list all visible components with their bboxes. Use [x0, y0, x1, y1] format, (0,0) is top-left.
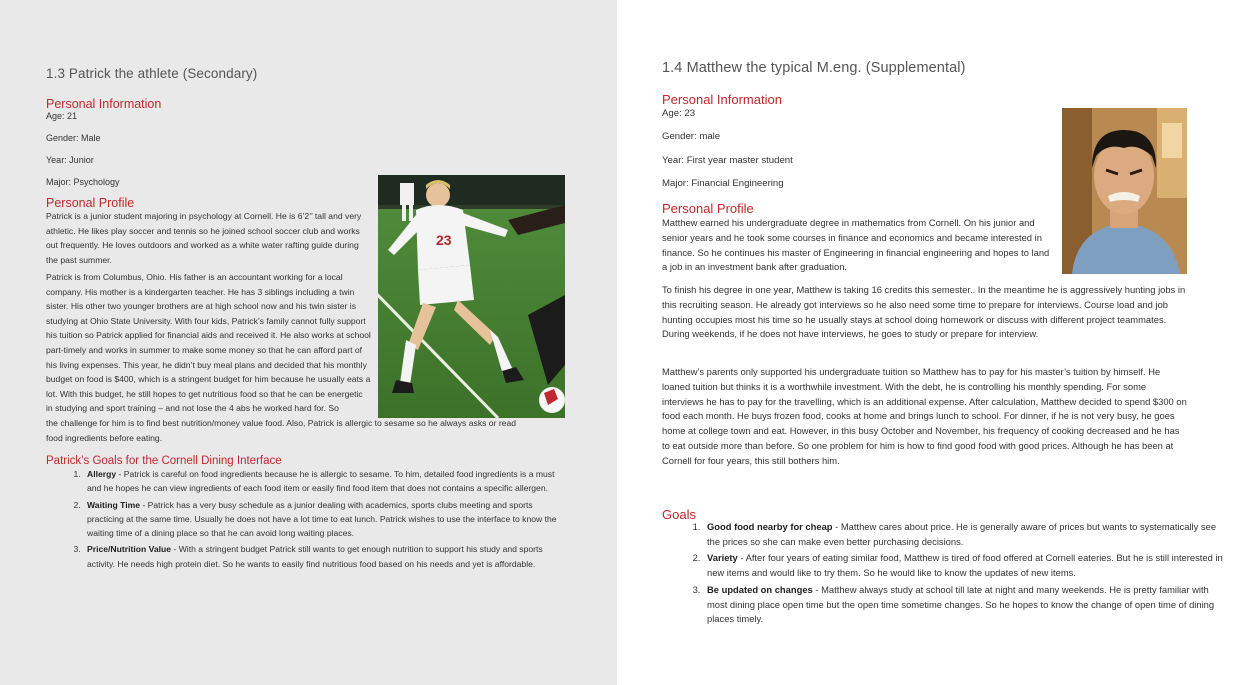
patrick-profile-heading: Personal Profile	[46, 196, 135, 210]
goal-item	[83, 467, 563, 496]
matthew-major: Major: Financial Engineering	[662, 178, 784, 189]
goal-item	[83, 498, 563, 541]
goal-label: Variety	[707, 552, 738, 564]
patrick-profile-p2: Patrick is from Columbus, Ohio. His father is an accountant working for a local company. His mother is a kindergarten teacher. He has 3 siblings including a twin sister. His other two younger brothers are at high school now and his twin sister is studying at Ohio State University. With four kids, Patrick’s family cannot fully support his tuition so Patrick applied for financial aids and received it. He also works at school part-timely and works in summer to make some money so that he can afford part of his living expenses. This year, he didn’t buy meal plans and decided that his monthly budget on food is $400, which is a stringent budget for him because he usually eats a lot. With this budget, he still hopes to get nutritious food so that he can be energetic in studying and sport training – and not lose the 4 abs he worked hard for. So	[46, 272, 371, 414]
patrick-gender: Gender: Male	[46, 133, 101, 143]
goal-text: - With a stringent budget Patrick still wants to get enough nutrition to support his study and sports activity. He needs high protein diet. So he wants to easily find nutritious food based on his needs and yet is affordable.	[87, 544, 543, 569]
matthew-profile-p2: To finish his degree in one year, Matthew is taking 16 credits this semester.. In the meantime he is aggressively hunting jobs in this recruiting season. He already got interviews so he also need some time to prepare for interviews. Course load and job hunting occupies most his time so he usually stays at school doing homework or discuss with different project teammates. During weekends, if he does not have interviews, he goes to study or prepare for interview.	[662, 284, 1186, 340]
matthew-age: Age: 23	[662, 108, 696, 119]
matthew-goals-list	[662, 520, 1231, 629]
portrait-illustration	[1062, 108, 1187, 274]
matthew-profile-p1: Matthew earned his undergraduate degree in mathematics from Cornell. On his junior and senior years and he took some courses in finance and economics and became interested in finance. So he continues his master of Engineering in financial engineering and hopes to land a job in an investment bank after graduation.	[662, 217, 1050, 273]
goal-label: Allergy	[87, 469, 117, 479]
goal-label: Waiting Time	[87, 499, 140, 510]
patrick-major: Major: Psychology	[46, 177, 120, 187]
goal-item	[703, 551, 1231, 580]
goal-item	[703, 583, 1231, 627]
goal-label: Price/Nutrition Value	[87, 544, 172, 555]
goal-label: Be updated on changes	[707, 583, 813, 595]
svg-text:23: 23	[436, 232, 452, 248]
matthew-info-heading: Personal Information	[662, 92, 782, 107]
patrick-age: Age: 21	[46, 111, 78, 121]
goal-text: - Matthew always study at school till late at night and many weekends. He is pretty familiar with most dining place open time but the open time sometime changes. So he hopes to know the change of open time of dining places timely.	[707, 583, 1215, 625]
goal-text: - Patrick has a very busy schedule as a junior dealing with academics, sports clubs meeting and sports practicing at the same time. Usually he does not have a lot time to eat lunch. Patrick wishes to use the interface to know the waiting time of a dining place so that he can avoid long waiting places.	[87, 499, 557, 539]
matthew-portrait-photo	[1062, 108, 1187, 274]
patrick-year: Year: Junior	[46, 155, 94, 165]
left-page	[0, 0, 617, 685]
right-page	[617, 0, 1240, 685]
patrick-info-heading: Personal Information	[46, 97, 162, 111]
matthew-goals-heading: Goals	[662, 507, 696, 522]
matthew-profile-p3: Matthew’s parents only supported his undergraduate tuition so Matthew has to pay for his master’s tuition by himself. He loaned tuition but thinks it is a worthwhile investment. With the debt, he is controlling his monthly spending. For some interviews he has to pay for the travelling, which is an additional expense. After calculation, Matthew decided to spend $300 on food each month. He buys frozen food, cooks at home and brings lunch to school. For dinner, if he is not very busy, he goes home at college town and eat. However, in this busy October and November, his frequency of cooking decreased and he has to eat outside more than before. So one problem for him is how to find good food with good prices. Although he has been at Cornell for four years, this still bothers him.	[662, 366, 1187, 466]
matthew-year: Year: First year master student	[662, 155, 793, 166]
goal-text: - Matthew cares about price. He is generally aware of prices but wants to systematically see the prices so she can make even better purchasing decisions.	[707, 521, 1217, 547]
patrick-profile-p1: Patrick is a junior student majoring in psychology at Cornell. He is 6’2’’ tall and very athletic. He likes play soccer and tennis so he joined school soccer club and works out frequently. He loves outdoors and worked as a white water rafting guide during the past summer.	[46, 211, 362, 265]
matthew-title: 1.4 Matthew the typical M.eng. (Supplemental)	[662, 60, 966, 76]
patrick-goals-list	[46, 467, 563, 573]
goal-label: Good food nearby for cheap	[707, 521, 833, 532]
patrick-title: 1.3 Patrick the athlete (Secondary)	[46, 66, 258, 81]
patrick-profile-p2-cont: the challenge for him is to find best nutrition/money value food. Also, Patrick is allergic to sesame so he always asks or read food ingredients before eating.	[46, 418, 517, 443]
matthew-profile-heading: Personal Profile	[662, 201, 754, 216]
goal-item	[703, 520, 1231, 549]
goal-text: - After four years of eating similar food, Matthew is tired of food offered at Cornell eateries. But he is still interested in new items and would like to try them. So he would like to know the updates of new items.	[707, 552, 1223, 579]
soccer-player-photo	[378, 175, 565, 418]
goal-text: - Patrick is careful on food ingredients because he is allergic to sesame. To him, detailed food ingredients is a must and he hopes he can view ingredients of each food item or easily find food item that does not contains a specific allergen.	[87, 469, 555, 494]
goal-item	[83, 542, 563, 571]
matthew-gender: Gender: male	[662, 131, 721, 142]
soccer-photo-illustration	[378, 175, 565, 418]
patrick-goals-heading: Patrick’s Goals for the Cornell Dining Interface	[46, 455, 282, 467]
